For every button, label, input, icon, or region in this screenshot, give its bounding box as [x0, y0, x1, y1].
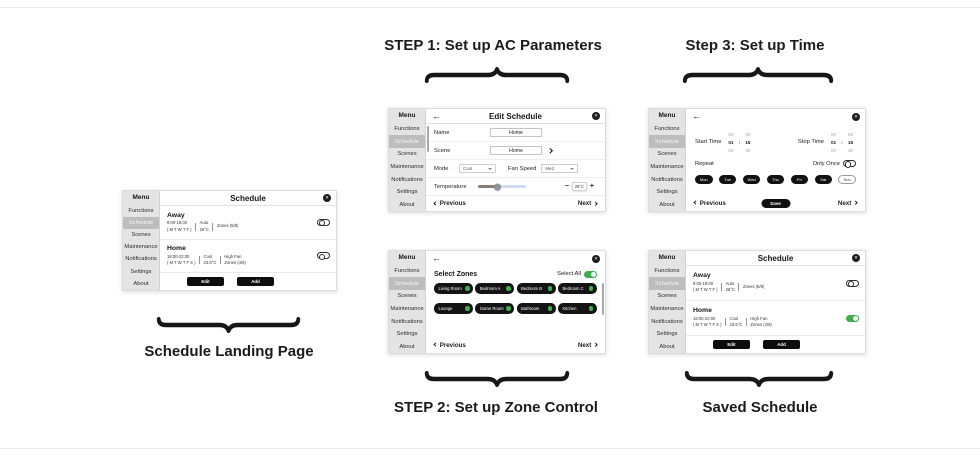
zone-label: Bedroom B [521, 286, 543, 291]
previous-button[interactable] [434, 342, 466, 349]
start-time-label: Start Time [695, 139, 722, 145]
schedule-mode: Cool [729, 315, 739, 321]
zone-pill-bathroom[interactable] [517, 303, 556, 314]
menu-title: Menu [658, 254, 676, 262]
step3-annotation-label: Step 3: Set up Time [685, 37, 825, 54]
day-pill-sun[interactable]: Sun [838, 175, 856, 184]
schedule-toggle[interactable] [846, 280, 859, 287]
menu-sidebar [389, 109, 426, 211]
schedule-zones: Zones (4/8) [224, 260, 246, 265]
schedule-row-home [160, 240, 336, 274]
sidebar-item-about[interactable]: About [659, 201, 675, 208]
zone-label: Game Room [479, 306, 504, 311]
spacer [686, 188, 865, 195]
schedule-row-info [693, 272, 846, 294]
sidebar-item-notifications[interactable]: Notifications [391, 176, 423, 183]
schedule-time: 18:00-22:00 [693, 315, 716, 321]
schedule-zones: Zones (5/8) [216, 223, 239, 229]
select-all-toggle[interactable] [584, 271, 597, 278]
edit-schedule-footer [426, 195, 605, 211]
next-button[interactable] [578, 200, 597, 207]
hour-selected[interactable]: 01 [728, 139, 734, 145]
previous-button[interactable] [434, 200, 466, 207]
minute-selected[interactable]: 15 [847, 139, 854, 145]
only-once-group [813, 160, 856, 167]
zone-pill-lounge[interactable] [434, 303, 473, 314]
sidebar-item-functions[interactable]: Functions [128, 207, 154, 214]
menu-title: Menu [132, 194, 150, 202]
saved-annotation-label: Saved Schedule [702, 399, 818, 416]
zone-status-icon [548, 286, 553, 291]
zone-pill-game-room[interactable] [475, 303, 514, 314]
sidebar-item-schedule[interactable]: Schedule [389, 277, 425, 290]
step1-annotation-label: STEP 1: Set up AC Parameters [384, 37, 602, 54]
sidebar-item-scenes[interactable]: Scenes [397, 151, 417, 158]
close-icon[interactable]: ✕ [592, 255, 600, 263]
caret-down-icon [488, 168, 492, 170]
edit-schedule-screen [388, 108, 606, 212]
sidebar-item-notifications[interactable]: Notifications [391, 318, 423, 325]
stop-time-group [798, 130, 856, 154]
zone-select-footer [426, 337, 605, 353]
sidebar-item-settings[interactable]: Settings [656, 331, 678, 338]
zone-row-2 [426, 301, 605, 316]
sidebar-item-about[interactable]: About [659, 343, 675, 350]
schedule-row-info [693, 307, 846, 329]
chevron-right-icon [853, 201, 858, 206]
zone-status-icon [506, 286, 511, 291]
zone-label: Kitchen [562, 306, 577, 311]
zone-label: Living Room [438, 286, 462, 291]
next-button[interactable] [838, 200, 857, 207]
zone-pill-kitchen[interactable] [558, 303, 597, 314]
close-icon[interactable]: ✕ [323, 194, 331, 202]
zone-status-icon [589, 286, 594, 291]
schedule-mode: Auto [725, 280, 735, 286]
landing-annotation-label: Schedule Landing Page [144, 343, 314, 360]
sidebar-item-settings[interactable]: Settings [656, 189, 678, 196]
stop-time-label: Stop Time [797, 139, 824, 145]
schedule-zones: Zones (5/8) [742, 284, 765, 289]
saved-schedule-header [686, 251, 865, 266]
schedule-details [167, 220, 317, 233]
repeat-row [686, 158, 865, 169]
only-once-label: Only Once [812, 160, 840, 167]
day-pills [686, 171, 865, 188]
previous-label: Previous [439, 200, 466, 207]
mode-fan-row [426, 160, 605, 178]
zone-select-screen [388, 250, 606, 354]
mode-value: Cool [463, 166, 473, 171]
schedule-fan: High Fan [750, 315, 768, 321]
back-icon[interactable]: ← [432, 110, 441, 121]
chevron-right-icon [593, 343, 598, 348]
menu-sidebar [649, 251, 686, 353]
back-icon[interactable]: ← [432, 253, 441, 263]
schedule-row-away [160, 206, 336, 240]
schedule-fan: High Fan [224, 253, 242, 259]
close-icon[interactable]: ✕ [592, 112, 600, 120]
landing-screen [122, 190, 337, 291]
colon: : [841, 139, 843, 145]
add-button[interactable]: Add [237, 277, 274, 286]
schedule-name: Away [167, 211, 185, 219]
save-button[interactable]: Save [761, 199, 790, 208]
sidebar-item-about[interactable]: About [133, 280, 149, 287]
curly-brace-step2 [424, 371, 570, 388]
zone-select-header [426, 251, 605, 266]
sidebar-item-notifications[interactable]: Notifications [651, 318, 683, 325]
stop-time-picker[interactable] [828, 130, 856, 154]
minus-button[interactable]: − [564, 183, 569, 190]
time-setup-main [686, 109, 865, 211]
divider [212, 223, 213, 231]
curly-brace-landing [156, 317, 301, 334]
scrollbar[interactable] [602, 283, 605, 315]
zone-label: Bedroom C [562, 286, 584, 291]
day-pill-mon[interactable]: Mon [695, 175, 713, 184]
scene-label: Scene [434, 147, 451, 154]
zone-pill-bedroom-a[interactable] [475, 283, 514, 294]
schedule-details [693, 281, 846, 294]
schedule-zones: Zones (4/8) [750, 322, 772, 328]
next-label: Next [577, 200, 592, 207]
zone-pill-bedroom-b[interactable] [517, 283, 556, 294]
previous-button[interactable] [694, 200, 726, 207]
time-setup-screen [648, 108, 866, 212]
plus-button[interactable]: + [589, 183, 594, 190]
zone-pill-bedroom-c[interactable] [558, 283, 597, 294]
back-icon[interactable]: ← [692, 111, 701, 121]
schedule-toggle[interactable] [317, 219, 330, 226]
zone-select-toolbar [426, 267, 605, 281]
spacer [426, 316, 605, 337]
schedule-temp: 26°C [725, 287, 735, 293]
landing-header [160, 191, 336, 206]
name-input[interactable]: Home [490, 128, 542, 138]
fan-speed-dropdown[interactable] [541, 164, 578, 173]
day-pill-tue[interactable]: Tue [719, 175, 737, 184]
sidebar-item-about[interactable]: About [399, 343, 415, 350]
edit-schedule-main [426, 109, 605, 211]
schedule-row-away [686, 266, 865, 301]
close-icon[interactable]: ✕ [852, 113, 860, 121]
day-pill-thu[interactable]: Thu [767, 175, 785, 184]
divider [195, 223, 196, 231]
page-border-top [0, 7, 980, 8]
temperature-stepper [562, 182, 597, 191]
schedule-name: Home [693, 307, 712, 315]
mode-label: Mode [434, 165, 449, 172]
edit-button[interactable]: Edit [713, 340, 750, 349]
sidebar-item-schedule[interactable]: Schedule [389, 135, 425, 148]
sidebar-item-functions[interactable]: Functions [394, 268, 420, 275]
sidebar-item-maintenance[interactable]: Maintenance [124, 244, 158, 251]
select-zones-heading: Select Zones [434, 270, 478, 278]
schedule-time: 9:00-18:00 [167, 220, 188, 225]
sidebar-item-maintenance[interactable]: Maintenance [650, 163, 684, 170]
sidebar-item-settings[interactable]: Settings [396, 189, 418, 196]
minute-option[interactable]: 00 [745, 131, 751, 137]
schedule-toggle[interactable] [846, 315, 859, 322]
zone-label: Bedroom A [479, 286, 501, 291]
zone-pill-living-room[interactable] [434, 283, 473, 294]
add-button[interactable]: Add [763, 340, 800, 349]
schedule-time: 9:00-18:00 [693, 280, 714, 286]
divider [199, 256, 200, 264]
sidebar-item-schedule[interactable]: Schedule [649, 277, 685, 290]
schedule-time: 18:00-22:00 [167, 253, 190, 259]
hour-option[interactable]: 00 [728, 131, 734, 137]
schedule-details [167, 254, 317, 267]
only-once-toggle[interactable] [843, 160, 856, 167]
previous-label: Previous [699, 199, 726, 207]
hour-option[interactable]: 02 [728, 147, 734, 153]
sidebar-item-functions[interactable]: Functions [394, 126, 420, 133]
schedule-temp: 26°C [199, 226, 209, 232]
minute-option[interactable]: 30 [745, 147, 751, 153]
zone-status-icon [548, 306, 553, 311]
time-pickers [686, 126, 865, 158]
divider [738, 283, 739, 291]
schedule-name: Away [693, 272, 711, 280]
sidebar-item-scenes[interactable]: Scenes [131, 231, 151, 238]
landing-main [160, 191, 336, 290]
saved-schedule-main [686, 251, 865, 353]
menu-sidebar [389, 251, 426, 353]
time-setup-footer [686, 195, 865, 211]
fan-speed-value: Med [545, 166, 554, 171]
divider [725, 318, 726, 326]
select-all-group [557, 271, 597, 278]
sidebar-item-maintenance[interactable]: Maintenance [650, 305, 684, 312]
chevron-left-icon [693, 201, 698, 206]
menu-title: Menu [398, 112, 416, 120]
schedule-days: ( M T W T F ) [167, 226, 192, 232]
caret-down-icon [570, 168, 574, 170]
minute-selected[interactable]: 15 [745, 139, 751, 145]
zone-row-1 [426, 281, 605, 296]
sidebar-item-scenes[interactable]: Scenes [397, 293, 417, 300]
menu-title: Menu [658, 112, 676, 120]
saved-schedule-footer [686, 336, 865, 353]
schedule-name: Home [167, 245, 186, 252]
divider [746, 318, 747, 326]
hour-selected[interactable]: 01 [830, 139, 837, 145]
schedule-days: ( M T W T F ) [693, 287, 718, 293]
zone-status-icon [506, 306, 511, 311]
schedule-mode: Auto [199, 220, 209, 225]
page-title: Edit Schedule [489, 111, 542, 121]
schedule-days: ( M T W T F S ) [167, 260, 196, 265]
zone-status-icon [465, 306, 470, 311]
curly-brace-step1 [424, 66, 570, 83]
schedule-row-info [167, 245, 317, 267]
time-setup-header [686, 109, 865, 124]
saved-schedule-screen [648, 250, 866, 354]
sidebar-item-scenes[interactable]: Scenes [657, 151, 677, 158]
mode-dropdown[interactable] [459, 164, 496, 173]
divider [721, 283, 722, 291]
temperature-slider[interactable] [478, 185, 526, 188]
chevron-right-icon [593, 201, 598, 206]
page-title: Schedule [230, 193, 266, 203]
select-all-label: Select All [557, 271, 581, 277]
sidebar-item-functions[interactable]: Functions [654, 126, 680, 133]
colon: : [738, 139, 741, 145]
sidebar-item-notifications[interactable]: Notifications [125, 256, 157, 263]
temperature-row [426, 178, 605, 195]
name-label: Name [434, 129, 450, 136]
schedule-row-home [686, 301, 865, 336]
minute-option[interactable]: 00 [847, 131, 854, 137]
landing-footer [160, 273, 336, 290]
start-time-picker[interactable] [725, 130, 753, 154]
menu-title: Menu [398, 254, 416, 262]
chevron-right-icon[interactable] [547, 148, 552, 153]
slider-thumb[interactable] [494, 183, 501, 190]
repeat-label: Repeat [695, 160, 714, 167]
menu-sidebar [123, 191, 160, 290]
sidebar-item-maintenance[interactable]: Maintenance [390, 163, 424, 170]
sidebar-item-maintenance[interactable]: Maintenance [390, 305, 424, 312]
zone-status-icon [589, 306, 594, 311]
next-label: Next [577, 341, 592, 349]
sidebar-item-scenes[interactable]: Scenes [657, 293, 677, 300]
schedule-temp: 23.5°C [203, 260, 217, 265]
schedule-days: ( M T W T F S ) [693, 322, 722, 328]
schedule-mode: Cool [203, 253, 213, 259]
edit-button[interactable]: Edit [187, 277, 224, 286]
chevron-left-icon [433, 343, 438, 348]
day-pill-sat[interactable]: Sat [815, 175, 833, 184]
zone-label: Lounge [438, 306, 453, 311]
fan-speed-label: Fan Speed [508, 165, 537, 172]
sidebar-item-about[interactable]: About [399, 201, 415, 208]
sidebar-item-functions[interactable]: Functions [654, 268, 680, 275]
divider [220, 256, 221, 264]
chevron-left-icon [433, 201, 438, 206]
previous-label: Previous [439, 341, 466, 349]
start-time-group [695, 130, 753, 154]
page-title: Schedule [757, 253, 794, 263]
schedule-temp: 23.5°C [729, 322, 743, 328]
next-button[interactable] [578, 342, 597, 349]
day-pill-fri[interactable]: Fri [791, 175, 809, 184]
page-border-bottom [0, 448, 980, 449]
zone-select-main [426, 251, 605, 353]
temperature-label: Temperature [434, 183, 467, 190]
close-icon[interactable]: ✕ [852, 254, 860, 262]
sidebar-item-notifications[interactable]: Notifications [651, 176, 683, 183]
edit-schedule-header [426, 109, 605, 124]
temperature-value: 26°C [572, 182, 587, 191]
step2-annotation-label: STEP 2: Set up Zone Control [394, 399, 598, 416]
zone-label: Bathroom [521, 306, 540, 311]
sidebar-item-settings[interactable]: Settings [130, 268, 152, 275]
sidebar-item-schedule[interactable]: Schedule [123, 217, 159, 229]
sidebar-item-schedule[interactable]: Schedule [649, 135, 685, 148]
hour-option[interactable]: 00 [830, 131, 837, 137]
sidebar-item-settings[interactable]: Settings [396, 331, 418, 338]
hour-option[interactable]: 02 [830, 147, 837, 153]
curly-brace-saved [684, 371, 834, 388]
scene-field-row [426, 142, 605, 160]
schedule-row-info [167, 212, 317, 234]
scene-selector[interactable]: Home [490, 146, 542, 156]
day-pill-wed[interactable]: Wed [743, 175, 761, 184]
scrollbar[interactable] [427, 126, 430, 152]
zone-status-icon [465, 286, 470, 291]
name-field-row [426, 124, 605, 142]
next-label: Next [837, 199, 852, 207]
menu-sidebar [649, 109, 686, 211]
curly-brace-step3 [682, 66, 834, 83]
schedule-details [693, 316, 846, 329]
schedule-toggle[interactable] [317, 252, 330, 259]
minute-option[interactable]: 30 [847, 147, 854, 153]
